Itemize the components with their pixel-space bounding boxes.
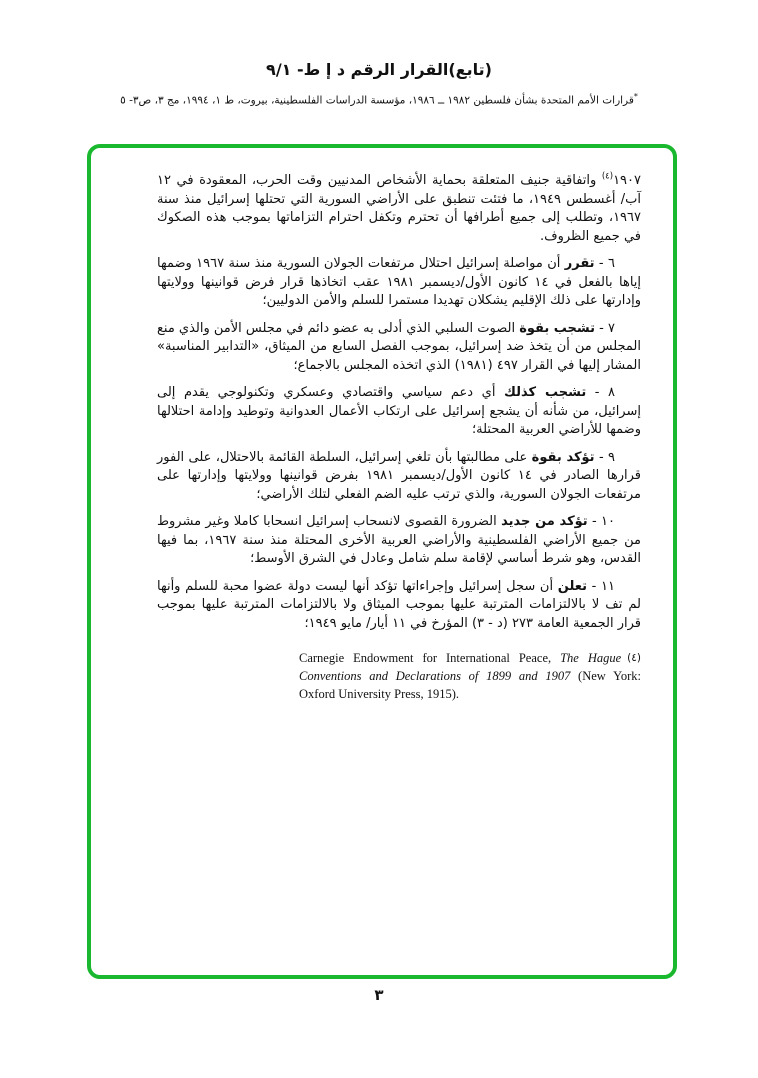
resolution-header-title: (تابع)القرار الرقم د إ ط- ٩/١: [266, 60, 492, 79]
paragraph-10: [157, 513, 641, 569]
paragraph-10-lead: تؤكد من جديد: [501, 514, 588, 529]
paragraph-11: [157, 578, 641, 634]
paragraph-8: [157, 384, 641, 440]
paragraph-7-text: الصوت السلبي الذي أدلى به عضو دائم في مجلس الأمن والذي منع المجلس من أن يتخذ ضد إسرائيل، بموجب الفصل السابع من الميثاق، «التدابير المناسبة» المشار إليها في القرار ٤٩٧ (١٩٨١) الذي اتخذه المجلس بالاجماع؛: [156, 320, 641, 373]
paragraph-6-lead: تقرر: [564, 256, 595, 271]
footnote-citation: [299, 649, 641, 703]
footnote-book-title: The Hague Conventions and Declarations of 1899 and 1907: [299, 651, 622, 683]
footnote-text-after: (New York: Oxford University Press, 1915).: [299, 669, 641, 701]
paragraph-10-number: ١٠ -: [587, 514, 615, 529]
highlight-border-box: [87, 144, 677, 979]
paragraph-11-number: ١١ -: [586, 578, 615, 594]
paragraph-11-lead: تعلن: [557, 578, 587, 594]
paragraph-9-lead: تؤكد بقوة: [531, 449, 595, 465]
footnote-marker: (٤): [627, 652, 641, 664]
paragraph-7-lead: تشجب بقوة: [519, 320, 596, 336]
paragraph-11-text: أن سجل إسرائيل وإجراءاتها تؤكد أنها ليست دولة عضوا محبة للسلم وأنها لم تف لا بالالتزامات المترتبة عليها بموجب الميثاق ولا بالالتزامات المترتبة عليها بموجب قرار الجمعية العامة ٢٧٣ (د - ٣) المؤرخ في ١١ أيار/ مايو ١٩٤٩؛: [157, 578, 641, 631]
paragraph-9: [157, 449, 641, 505]
paragraph-continuation: [157, 172, 641, 246]
page-number: ٣: [374, 986, 384, 1004]
source-citation-line: [0, 92, 758, 107]
paragraph-9-number: ٩ -: [594, 449, 615, 465]
paragraph-9-text: على مطالبتها بأن تلغي إسرائيل، السلطة القائمة بالاحتلال، على الفور قرارها الصادر في ١٤ كانون الأول/ديسمبر ١٩٨١ بفرض قوانينها وولايتها وإدارتها على مرتفعات الجولان السورية، والذي ترتب عليه الضم الفعلي لتلك الأراضي؛: [157, 449, 641, 502]
paragraph-6-number: ٦ -: [594, 256, 615, 271]
footnote-reference-4: (٤): [601, 171, 614, 182]
paragraph-8-lead: تشجب كذلك: [503, 385, 587, 400]
paragraph-7: [157, 320, 641, 376]
paragraph-continuation-text: واتفاقية جنيف المتعلقة بحماية الأشخاص المدنيين وقت الحرب، المعقودة في ١٢ آب/ أغسطس ١٩٤٩، ما فتئت تنطبق على الأراضي السورية التي تحتلها إسرائيل منذ سنة ١٩٦٧، وتطلب إلى جميع أطرافها أن تحترم وتكفل احترام التزاماتها بموجب هذه الصكوك في جميع الظروف.: [157, 173, 642, 244]
source-citation-marker: *: [633, 92, 638, 101]
paragraph-8-number: ٨ -: [586, 385, 616, 400]
paragraph-6: [157, 255, 641, 311]
paragraph-6-text: أن مواصلة إسرائيل احتلال مرتفعات الجولان السورية منذ سنة ١٩٦٧ وضمها إياها بالفعل في ١٤ كانون الأول/ديسمبر ١٩٨١ عقب اتخاذها قرار فرض قوانينها وولايتها وإدارتها على ذلك الإقليم يشكلان تهديدا مستمرا للسلم والأمن الدوليين؛: [157, 256, 642, 308]
paragraph-10-text: الضرورة القصوى لانسحاب إسرائيل انسحابا كاملا وغير مشروط من جميع الأراضي الفلسطينية والأراضي العربية الأخرى المحتلة منذ سنة ١٩٦٧، بما فيها القدس، وهو شرط أساسي لإقامة سلم شامل وعادل في الشرق الأوسط؛: [157, 514, 641, 566]
paragraph-continuation-year: ١٩٠٧: [613, 173, 641, 188]
paragraph-7-number: ٧ -: [595, 320, 615, 336]
resolution-body-text: [157, 172, 641, 633]
paragraph-8-text: أي دعم سياسي واقتصادي وعسكري وتكنولوجي يقدم إلى إسرائيل، من شأنه أن يشجع إسرائيل على ارتكاب الأعمال العدوانية وتوطيد وإدامة احتلالها وضمها للأراضي العربية المحتلة؛: [157, 385, 641, 437]
footnote-text-before: Carnegie Endowment for International Peace,: [299, 651, 561, 665]
source-citation-text: قرارات الأمم المتحدة بشأن فلسطين ١٩٨٢ ــ ١٩٨٦، مؤسسة الدراسات الفلسطينية، بيروت، ط ١، ١٩٩٤، مج ٣، ص٣- ٥: [120, 94, 634, 107]
